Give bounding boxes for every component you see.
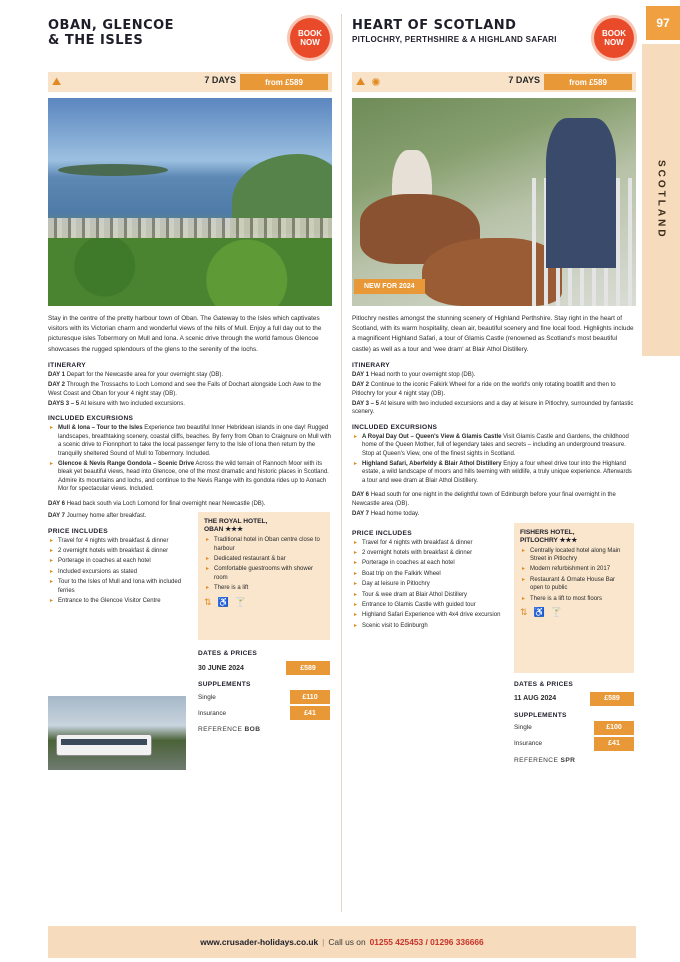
itinerary-item: DAY 2 Through the Trossachs to Loch Lomond and see the Falls of Dochart alongside Loch Awe to the West Coast and Oban for your 4 night stay (DB). (48, 382, 321, 397)
new-badge: NEW FOR 2024 (354, 279, 425, 294)
price-includes-heading: PRICE INCLUDES (352, 529, 412, 537)
supplement-row: Single £100 (514, 721, 634, 735)
itinerary-item: DAY 1 Head north to your overnight stop (DB). (352, 371, 476, 378)
supplement-row: Single £110 (198, 690, 330, 704)
book-now-badge[interactable]: BOOK NOW (594, 18, 634, 58)
hotel-name: THE ROYAL HOTEL, OBAN ★★★ (204, 518, 268, 534)
excursion-item: ▸ Glencoe & Nevis Range Gondola – Scenic Drive Across the wild terrain of Rannoch Moor with its bleak yet beautiful views, head into Glencoe, one of the most dramatic and historic places in Scotland. Admire its mountains and lochs, and continue to the Nevis Range with its gondola rides up to Aonach Mor for spectacular views. Included. (48, 460, 332, 494)
dates-prices (198, 650, 330, 733)
excursion-item: ▸ Highland Safari, Aberfeldy & Blair Athol Distillery Enjoy a four wheel drive tour into the Highland estate, a wild landscape of moors and hills teeming with wildlife, a truly unique experience. Afterwards a tour and wee dram at Blair Athol Distillery. (352, 460, 636, 485)
footer-separator: | (322, 937, 325, 947)
excursions-heading: INCLUDED EXCURSIONS (352, 423, 438, 431)
tour-intro: Stay in the centre of the pretty harbour town of Oban. The Gateway to the Isles which captivates visitors with its Victorian charm and wonderful views of the hills of Mull. Enjoy a full day out to the picturesque isles Tobermory on Mull and Iona. A scenic drive through the world famous Glencoe showcases the rugged splendours of the glens to the serenity of the lochs. (48, 315, 322, 353)
tour-price: from £589 (544, 74, 632, 90)
reference-code: REFERENCE SPR (514, 756, 576, 764)
tour-intro: Pitlochry nestles amongst the stunning scenery of Highland Perthshire. Stay right in the heart of Scotland, with its warm hospitality, clean air, beautiful scenery and fine local food. Highlights include a magnificent Highland Safari, a tour of Glamis Castle (renowned as Scotland's most beautiful castle) as well as a tour and 'wee dram' at Blair Athol Distillery. (352, 315, 634, 353)
side-region-tab (642, 44, 680, 356)
itinerary-item: DAY 2 Continue to the iconic Falkirk Wheel for a ride on the world's only rotating boatlift and then to Pitlochry for your 4 night stay (DB). (352, 382, 616, 397)
itinerary-item: DAY 1 Depart for the Newcastle area for your overnight stay (DB). (48, 371, 224, 378)
contact-footer (48, 926, 636, 958)
itinerary-item: DAY 3 – 5 At leisure with two included excursions and a day at leisure in Pitlochry, surrounded by fantastic scenery. (352, 401, 634, 416)
bar-icon: 🍸 (550, 606, 562, 617)
excursions-heading: INCLUDED EXCURSIONS (48, 415, 134, 423)
hotel-feature: ▸ Centrally located hotel along Main Street in Pitlochry (520, 547, 628, 564)
hotel-name: FISHERS HOTEL, PITLOCHRY ★★★ (520, 528, 578, 544)
price-include-item: ▸ Boat trip on the Falkirk Wheel (352, 570, 502, 578)
tour-subtitle: PITLOCHRY, PERTHSHIRE & A HIGHLAND SAFARI (352, 35, 557, 44)
coach-photo (48, 696, 186, 770)
itinerary-heading: ITINERARY (352, 361, 390, 369)
hotel-feature: ▸ There is a lift to most floors (520, 595, 628, 603)
highland-safari-photo (352, 98, 636, 306)
price-include-item: ▸ Tour to the Isles of Mull and Iona with included ferries (48, 578, 188, 595)
accessible-icon: ♿ (533, 606, 545, 617)
hotel-feature: ▸ Restaurant & Ornate House Bar open to public (520, 576, 628, 593)
tour-oban (48, 10, 332, 772)
book-now-badge[interactable]: BOOK NOW (290, 18, 330, 58)
phone-numbers[interactable]: 01255 425453 / 01296 336666 (369, 937, 484, 947)
tour-date: 11 AUG 2024 (514, 695, 557, 702)
website-link[interactable]: www.crusader-holidays.co.uk (200, 937, 319, 947)
hotel-feature: ▸ Comfortable guestrooms with shower room (204, 565, 324, 582)
tour-duration: 7 DAYS (508, 75, 540, 85)
hotel-feature: ▸ Traditional hotel in Oban centre close to harbour (204, 536, 324, 553)
price-include-item: ▸ Entrance to Glamis Castle with guided tour (352, 601, 502, 609)
hotel-panel (514, 523, 634, 673)
call-label: Call us on (328, 937, 366, 947)
price-includes-heading: PRICE INCLUDES (48, 527, 108, 535)
lift-icon: ⇅ (204, 596, 212, 607)
itinerary-day6: DAY 6 Head south for one night in the delightful town of Edinburgh before your final overnight in the Newcastle area (DB). (352, 492, 616, 507)
price-include-item: ▸ Porterage in coaches at each hotel (48, 557, 188, 565)
supplement-row: Insurance £41 (514, 737, 634, 751)
date-price: £589 (590, 692, 634, 706)
price-include-item: ▸ Porterage in coaches at each hotel (352, 559, 502, 567)
dates-heading: DATES & PRICES (514, 680, 574, 688)
tour-info-bar (352, 72, 636, 92)
page-number: 97 (646, 6, 680, 40)
price-include-item: ▸ Included excursions as stated (48, 568, 188, 576)
price-include-item: ▸ 2 overnight hotels with breakfast & dinner (48, 547, 188, 555)
tour-title: HEART OF SCOTLAND (352, 18, 517, 33)
hotel-feature: ▸ Modern refurbishment in 2017 (520, 565, 628, 573)
price-include-item: ▸ Day at leisure in Pitlochry (352, 580, 502, 588)
dates-prices (514, 681, 634, 764)
itinerary-heading: ITINERARY (48, 361, 86, 369)
supplements-heading: SUPPLEMENTS (198, 681, 251, 689)
supplements-heading: SUPPLEMENTS (514, 711, 567, 719)
tour-duration: 7 DAYS (204, 75, 236, 85)
price-include-item: ▸ Travel for 4 nights with breakfast & dinner (48, 537, 188, 545)
itinerary-day7: DAY 7 Journey home after breakfast. (48, 513, 147, 520)
price-include-item: ▸ Entrance to the Glencoe Visitor Centre (48, 597, 188, 605)
price-include-item: ▸ Highland Safari Experience with 4x4 drive excursion (352, 611, 502, 619)
hotel-feature: ▸ There is a lift (204, 584, 324, 592)
oban-harbour-photo (48, 98, 332, 306)
excursion-item: ▸ A Royal Day Out – Queen's View & Glamis Castle Visit Glamis Castle and Gardens, the childhood home of the Queen Mother, full of legendary tales and secrets – including an underground treasure. Stop at Queen's View, one of the finest sights in Scotland. (352, 433, 636, 458)
excursion-item: ▸ Mull & Iona – Tour to the Isles Experience two beautiful Inner Hebridean islands in one day! Rugged landscapes, breathtaking scenery, coastal cliffs, beaches. By ferry from Oban to Craignure on Mull with a scenic drive to Fionnphort to take the local passenger ferry to the Isle of Iona then return by the tranquilly sheltered Sound of Mull to Tobermory. Included. (48, 424, 332, 458)
price-include-item: ▸ Scenic visit to Edinburgh (352, 622, 502, 630)
side-region-label: SCOTLAND (655, 160, 667, 240)
itinerary-item: DAYS 3 – 5 At leisure with two included excursions. (48, 401, 185, 408)
tour-info-bar (48, 72, 332, 92)
column-divider (341, 14, 342, 912)
hotel-feature: ▸ Dedicated restaurant & bar (204, 555, 324, 563)
hotel-panel (198, 512, 330, 640)
itinerary-day6: DAY 6 Head back south via Loch Lomond for final overnight near Newcastle (DB). (48, 500, 266, 507)
itinerary-day7: DAY 7 Head home today. (352, 511, 420, 518)
price-include-item: ▸ Tour & wee dram at Blair Athol Distillery (352, 591, 502, 599)
supplement-row: Insurance £41 (198, 706, 330, 720)
accessible-icon: ♿ (217, 596, 229, 607)
date-price: £589 (286, 661, 330, 675)
lift-icon: ⇅ (520, 606, 528, 617)
price-include-item: ▸ 2 overnight hotels with breakfast & dinner (352, 549, 502, 557)
dates-heading: DATES & PRICES (198, 650, 258, 658)
tour-date: 30 JUNE 2024 (198, 664, 244, 672)
tour-title: OBAN, GLENCOE & THE ISLES (48, 18, 175, 48)
tour-price: from £589 (240, 74, 328, 90)
sun-icon: ✺ (371, 76, 381, 89)
bar-icon: 🍸 (234, 596, 246, 607)
walking-icon: ⛰ (52, 75, 62, 88)
walking-icon: ⛰ (356, 75, 366, 88)
reference-code: REFERENCE BOB (198, 726, 261, 734)
tour-heart-of-scotland (352, 10, 636, 803)
price-include-item: ▸ Travel for 4 nights with breakfast & dinner (352, 539, 502, 547)
